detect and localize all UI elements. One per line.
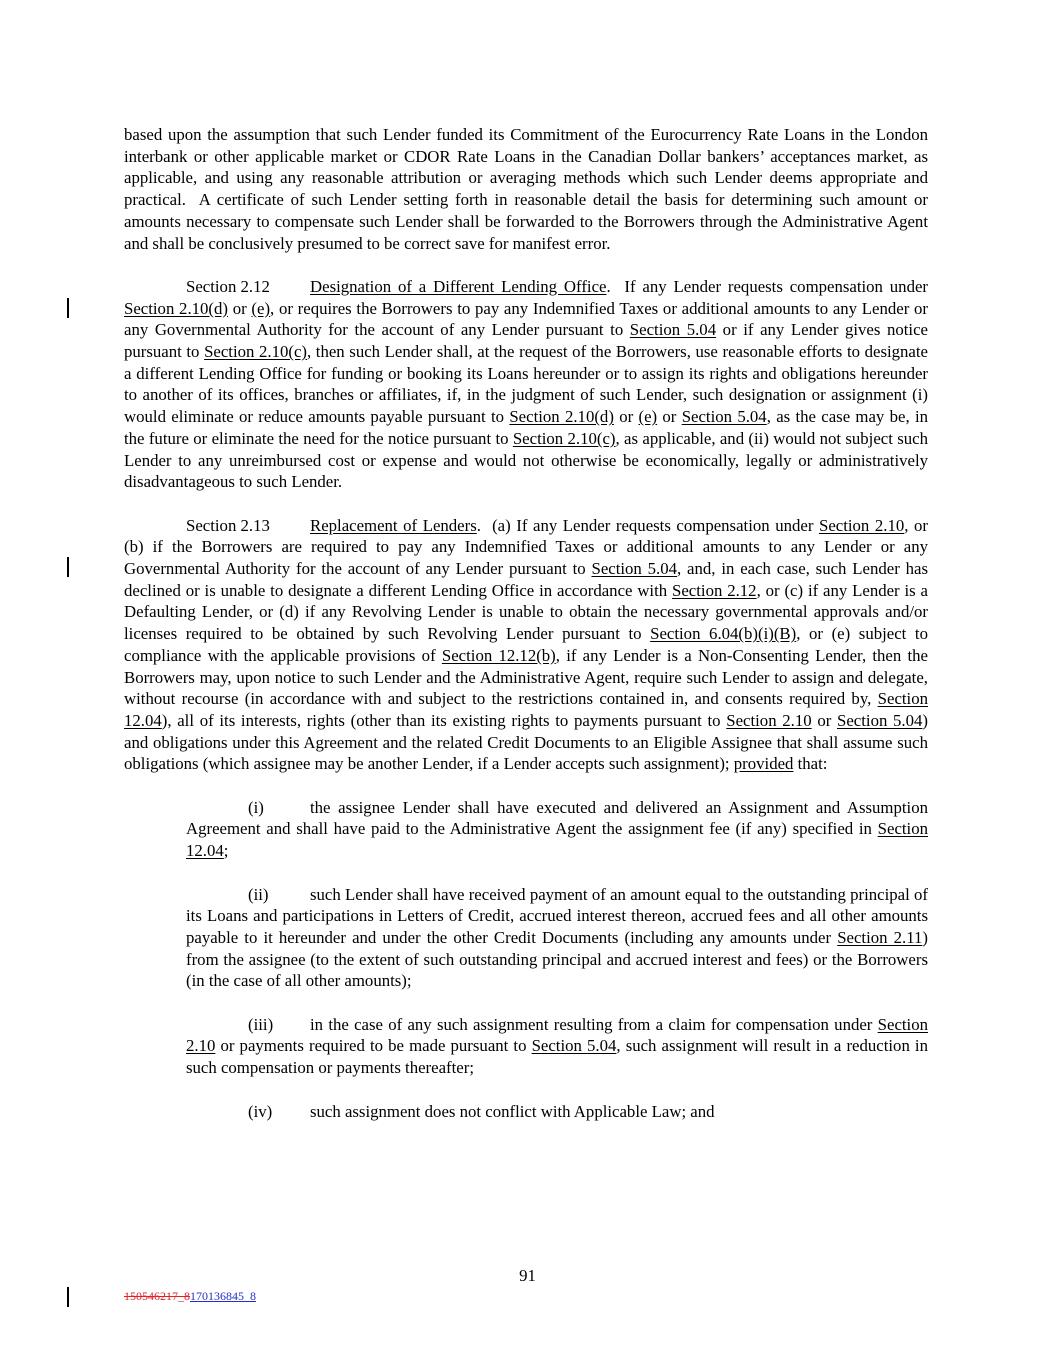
section-number: Section 2.13 bbox=[186, 515, 270, 535]
document-body bbox=[124, 124, 928, 1144]
change-bar bbox=[67, 557, 69, 577]
cross-reference: Section 12.12(b) bbox=[441, 645, 556, 665]
clause-iv: (iv) such assignment does not conflict with Applicable Law; and bbox=[248, 1101, 715, 1121]
continued-paragraph: based upon the assumption that such Lender funded its Commitment of the Eurocurrency Rate Loans in the London interbank or other applicable market or CDOR Rate Loans in the Canadian Dollar bankers’ acceptances market, as applicable, and using any reasonable attribution or averaging methods which such Lender deems appropriate and practical. A certificate of such Lender setting forth in reasonable detail the basis for determining such amount or amounts necessary to compensate such Lender shall be forwarded to the Borrowers through the Administrative Agent and shall be conclusively presumed to be correct save for manifest error. bbox=[124, 125, 928, 253]
cross-reference: Section 2.10(c) bbox=[204, 342, 307, 362]
cross-reference: Section 2.10 bbox=[186, 1014, 928, 1056]
change-bar bbox=[67, 298, 69, 318]
clause-ii: (ii) such Lender shall have received payment of an amount equal to the outstanding principal of its Loans and participations in Letters of Credit, accrued interest thereon, accrued fees and all other amounts payable to it hereunder and under the other Credit Documents (including any amounts under Section 2.11) from the assignee (to the extent of such outstanding principal and accrued interest and fees) or the Borrowers (in the case of all other amounts); bbox=[186, 884, 928, 991]
clause-iii: (iii) in the case of any such assignment resulting from a claim for compensation under Section 2.10 or payments required to be made pursuant to Section 5.04, such assignment will result in a reduction in such compensation or payments thereafter; bbox=[186, 1014, 928, 1078]
change-bar bbox=[67, 1287, 69, 1307]
cross-reference: Section 5.04 bbox=[591, 559, 678, 579]
section-2-12: Section 2.12 Designation of a Different Lending Office. If any Lender requests compensation under Section 2.10(d) or (e), or requires the Borrowers to pay any Indemnified Taxes or additional amounts to any Lender or any Governmental Authority for the account of any Lender pursuant to Section 5.04 or if any Lender gives notice pursuant to Section 2.10(c), then such Lender shall, at the request of the Borrowers, use reasonable efforts to designate a different Lending Office for funding or booking its Loans hereunder or to assign its rights and obligations hereunder to another of its offices, branches or affiliates, if, in the judgment of such Lender, such designation or assignment (i) would eliminate or reduce amounts payable pursuant to Section 2.10(d) or (e) or Section 5.04, as the case may be, in the future or eliminate the need for the notice pursuant to Section 2.10(c), as applicable, and (ii) would not subject such Lender to any unreimbursed cost or expense and would not otherwise be economically, legally or administratively disadvantageous to such Lender. bbox=[124, 276, 929, 492]
cross-reference: (e) bbox=[638, 407, 658, 427]
cross-reference: Section 12.04 bbox=[186, 819, 928, 861]
cross-reference: Section 2.11 bbox=[837, 927, 923, 947]
cross-reference: Section 2.10 bbox=[726, 710, 812, 730]
document-id-footer bbox=[124, 1289, 256, 1304]
section-number: Section 2.12 bbox=[186, 276, 270, 296]
cross-reference: (e) bbox=[251, 298, 271, 318]
cross-reference: Section 5.04 bbox=[837, 710, 923, 730]
clause-number: (iv) bbox=[248, 1101, 273, 1121]
deleted-doc-id: 150546217_8 bbox=[124, 1289, 190, 1303]
inserted-doc-id: 170136845_8 bbox=[190, 1289, 256, 1303]
cross-reference: Section 5.04 bbox=[531, 1036, 617, 1056]
clause-number: (ii) bbox=[248, 884, 269, 904]
cross-reference: Section 2.12 bbox=[672, 580, 757, 600]
cross-reference: Section 5.04 bbox=[629, 320, 717, 340]
page-number: 91 bbox=[519, 1266, 536, 1285]
section-heading: Replacement of Lenders bbox=[310, 515, 477, 535]
section-2-13: Section 2.13 Replacement of Lenders. (a) If any Lender requests compensation under Section 2.10, or (b) if the Borrowers are required to pay any Indemnified Taxes or additional amounts to any Lender or any Governmental Authority for the account of any Lender pursuant to Section 5.04, and, in each case, such Lender has declined or is unable to designate a different Lending Office in accordance with Section 2.12, or (c) if any Lender is a Defaulting Lender, or (d) if any Revolving Lender is unable to obtain the necessary governmental approvals and/or licenses required to be obtained by such Revolving Lender pursuant to Section 6.04(b)(i)(B), or (e) subject to compliance with the applicable provisions of Section 12.12(b), if any Lender is a Non-Consenting Lender, then the Borrowers may, upon notice to such Lender and the Administrative Agent, require such Lender to assign and delegate, without recourse (in accordance with and subject to the restrictions contained in, and consents required by, Section 12.04), all of its interests, rights (other than its existing rights to payments pursuant to Section 2.10 or Section 5.04) and obligations under this Agreement and the related Credit Documents to an Eligible Assignee that shall assume such obligations (which assignee may be another Lender, if a Lender accepts such assignment); provided that: bbox=[124, 515, 929, 774]
clause-number: (i) bbox=[248, 797, 264, 817]
cross-reference: Section 2.10(d) bbox=[509, 407, 614, 427]
cross-reference: Section 2.10(d) bbox=[124, 298, 228, 318]
cross-reference: Section 2.10(c) bbox=[512, 428, 616, 448]
clause-i: (i) the assignee Lender shall have executed and delivered an Assignment and Assumption Agreement and shall have paid to the Administrative Agent the assignment fee (if any) specified in Section 12.04; bbox=[186, 797, 928, 861]
section-heading: Designation of a Different Lending Office bbox=[310, 276, 607, 296]
cross-reference: Section 12.04 bbox=[124, 689, 928, 730]
cross-reference: Section 5.04 bbox=[681, 407, 767, 427]
cross-reference: Section 2.10 bbox=[818, 515, 905, 535]
cross-reference: Section 6.04(b)(i)(B) bbox=[650, 624, 797, 644]
proviso-term: provided bbox=[733, 754, 794, 774]
clause-number: (iii) bbox=[248, 1014, 274, 1034]
